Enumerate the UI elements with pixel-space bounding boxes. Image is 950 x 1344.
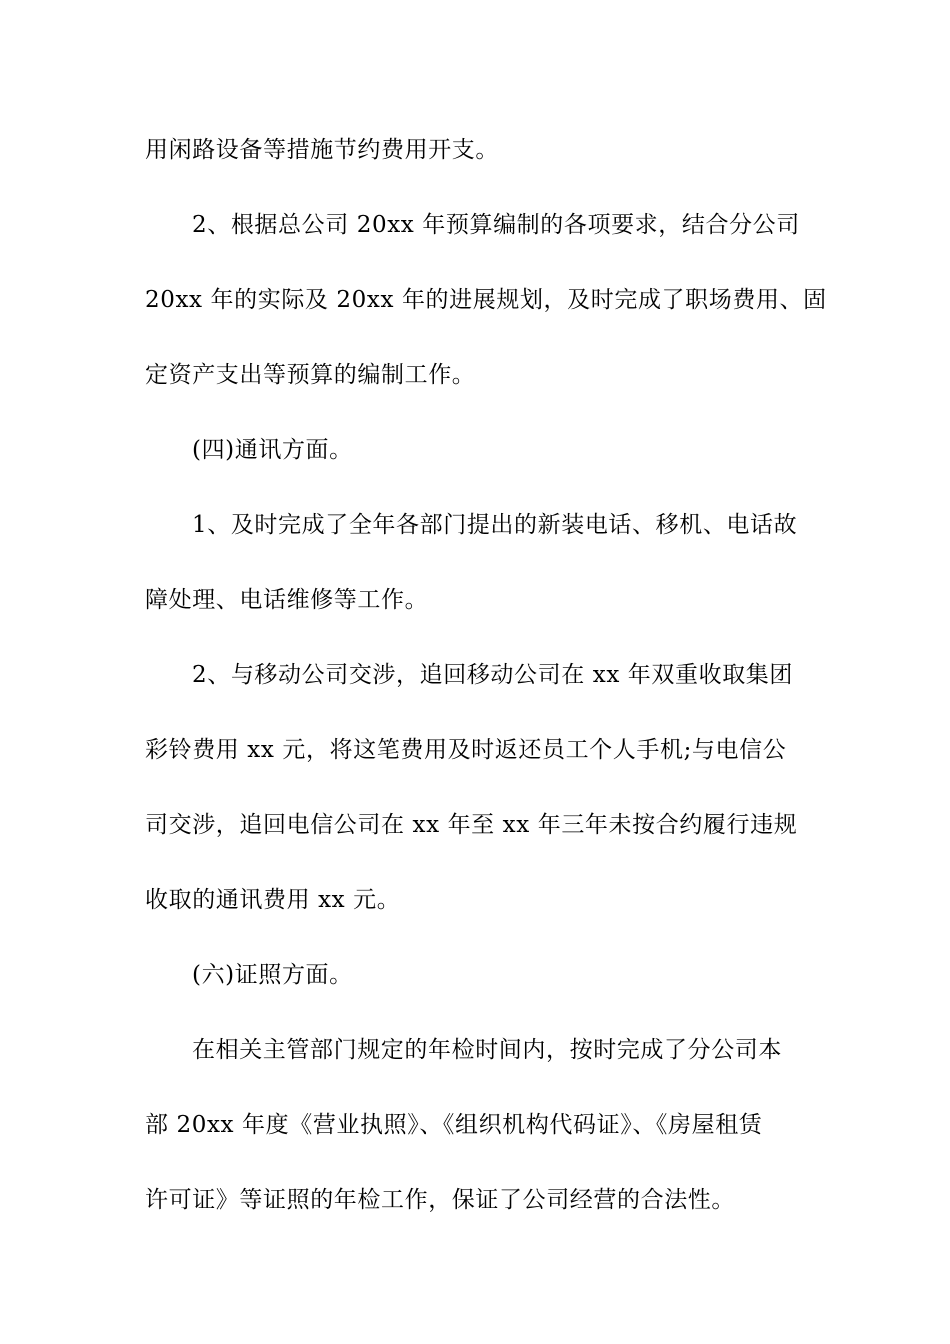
- text-line: 20xx 年的实际及 20xx 年的进展规划，及时完成了职场费用、固: [145, 287, 827, 313]
- text-line: 用闲路设备等措施节约费用开支。: [145, 137, 499, 163]
- text-line: 收取的通讯费用 xx 元。: [145, 887, 401, 913]
- text-line: 2、与移动公司交涉，追回移动公司在 xx 年双重收取集团: [192, 662, 793, 688]
- text-line: 司交涉，追回电信公司在 xx 年至 xx 年三年未按合约履行违规: [145, 812, 798, 838]
- text-line: 2、根据总公司 20xx 年预算编制的各项要求，结合分公司: [192, 212, 800, 238]
- text-line: 许可证》等证照的年检工作，保证了公司经营的合法性。: [145, 1187, 735, 1213]
- text-line: 彩铃费用 xx 元，将这笔费用及时返还员工个人手机;与电信公: [145, 737, 787, 763]
- text-line: 部 20xx 年度《营业执照》、《组织机构代码证》、《房屋租赁: [145, 1112, 763, 1138]
- text-line: 1、及时完成了全年各部门提出的新装电话、移机、电话故: [192, 512, 798, 538]
- section-heading: (六)证照方面。: [192, 962, 353, 988]
- section-heading: (四)通讯方面。: [192, 437, 353, 463]
- text-line: 在相关主管部门规定的年检时间内，按时完成了分公司本: [192, 1037, 782, 1063]
- text-line: 定资产支出等预算的编制工作。: [145, 362, 476, 388]
- text-line: 障处理、电话维修等工作。: [145, 587, 429, 613]
